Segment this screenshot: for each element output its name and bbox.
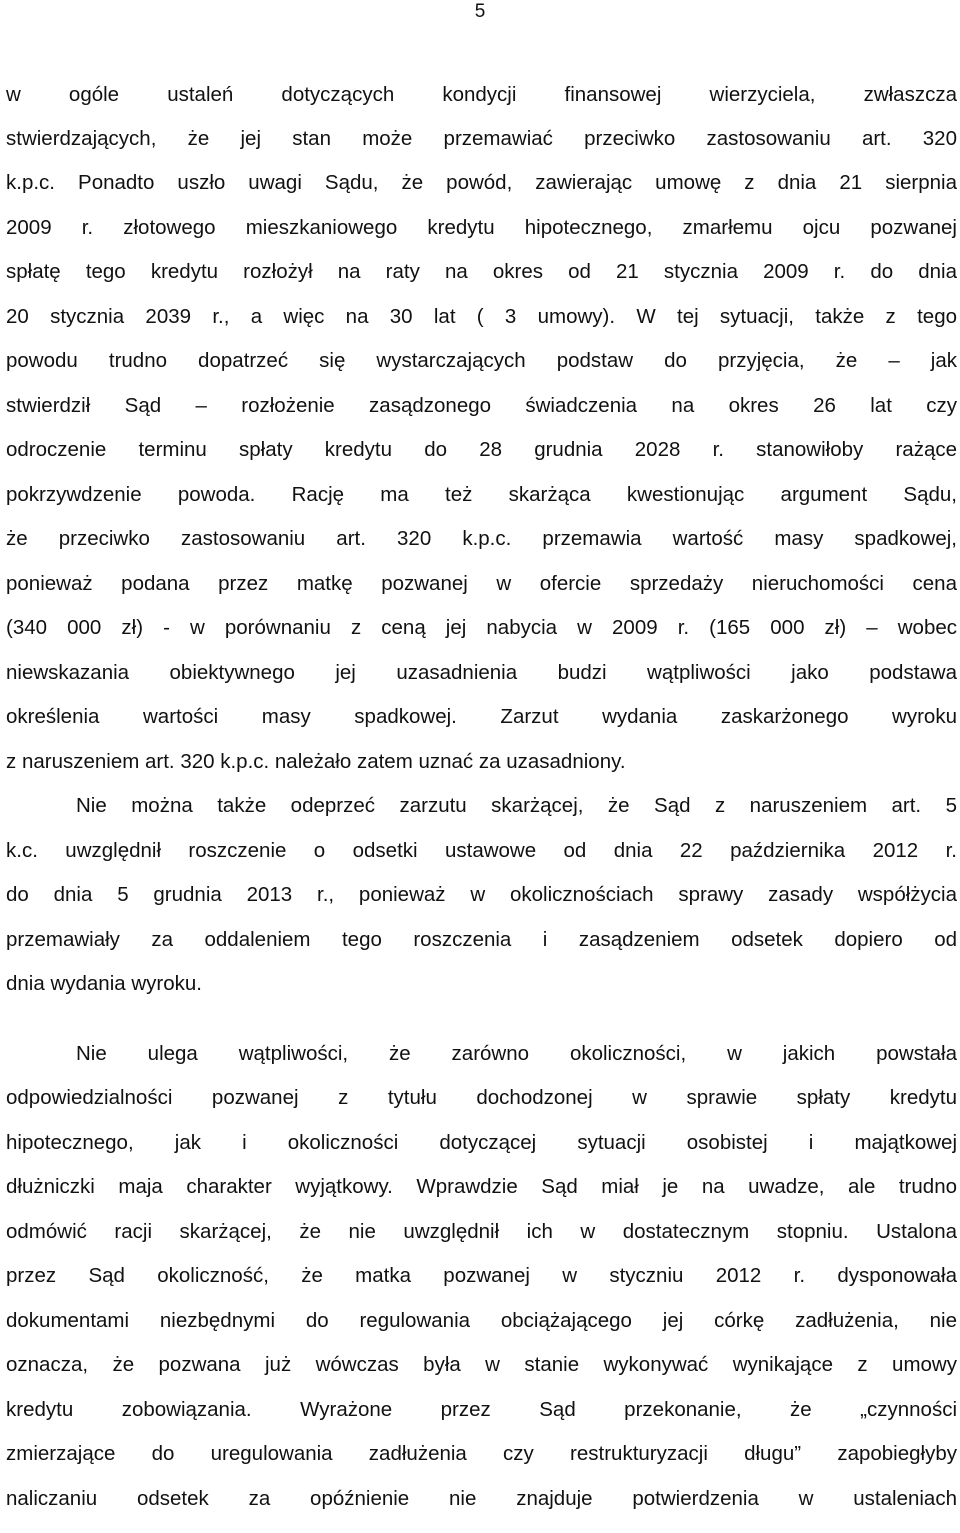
text-line: odmówić racji skarżącej, że nie uwzględnił ich w dostatecznym stopniu. Ustalona bbox=[6, 1220, 957, 1243]
text-line: dokumentami niezbędnymi do regulowania obciążającego jej córkę zadłużenia, nie bbox=[6, 1309, 957, 1332]
text-line: do dnia 5 grudnia 2013 r., ponieważ w okolicznościach sprawy zasady współżycia bbox=[6, 883, 957, 906]
text-line: stwierdzających, że jej stan może przemawiać przeciwko zastosowaniu art. 320 bbox=[6, 127, 957, 150]
text-line: że przeciwko zastosowaniu art. 320 k.p.c. przemawia wartość masy spadkowej, bbox=[6, 527, 957, 550]
text-line: powodu trudno dopatrzeć się wystarczających podstaw do przyjęcia, że – jak bbox=[6, 349, 957, 372]
text-line: naliczaniu odsetek za opóźnienie nie znajduje potwierdzenia w ustaleniach bbox=[6, 1487, 957, 1510]
text-line: ponieważ podana przez matkę pozwanej w ofercie sprzedaży nieruchomości cena bbox=[6, 572, 957, 595]
text-line: w ogóle ustaleń dotyczących kondycji finansowej wierzyciela, zwłaszcza bbox=[6, 83, 957, 106]
text-line: pokrzywdzenie powoda. Rację ma też skarżąca kwestionując argument Sądu, bbox=[6, 483, 957, 506]
page-number: 5 bbox=[474, 1, 486, 22]
text-line: przemawiały za oddaleniem tego roszczenia i zasądzeniem odsetek dopiero od bbox=[6, 928, 957, 951]
text-line: (340 000 zł) - w porównaniu z ceną jej nabycia w 2009 r. (165 000 zł) – wobec bbox=[6, 616, 957, 639]
text-line: niewskazania obiektywnego jej uzasadnienia budzi wątpliwości jako podstawa bbox=[6, 661, 957, 684]
text-line: z naruszeniem art. 320 k.p.c. należało zatem uznać za uzasadniony. bbox=[6, 750, 626, 773]
text-line: odroczenie terminu spłaty kredytu do 28 grudnia 2028 r. stanowiłoby rażące bbox=[6, 438, 957, 461]
text-line: oznacza, że pozwana już wówczas była w stanie wykonywać wynikające z umowy bbox=[6, 1353, 957, 1376]
text-line: dnia wydania wyroku. bbox=[6, 972, 202, 995]
text-line: 20 stycznia 2039 r., a więc na 30 lat ( 3 umowy). W tej sytuacji, także z tego bbox=[6, 305, 957, 328]
text-line: spłatę tego kredytu rozłożył na raty na okres od 21 stycznia 2009 r. do dnia bbox=[6, 260, 957, 283]
text-line: określenia wartości masy spadkowej. Zarzut wydania zaskarżonego wyroku bbox=[6, 705, 957, 728]
text-line: 2009 r. złotowego mieszkaniowego kredytu hipotecznego, zmarłemu ojcu pozwanej bbox=[6, 216, 957, 239]
text-line: Nie można także odeprzeć zarzutu skarżącej, że Sąd z naruszeniem art. 5 bbox=[76, 794, 957, 817]
text-line: k.c. uwzględnił roszczenie o odsetki ustawowe od dnia 22 października 2012 r. bbox=[6, 839, 957, 862]
text-line: hipotecznego, jak i okoliczności dotyczącej sytuacji osobistej i majątkowej bbox=[6, 1131, 957, 1154]
text-line: k.p.c. Ponadto uszło uwagi Sądu, że powód, zawierając umowę z dnia 21 sierpnia bbox=[6, 171, 957, 194]
text-line: odpowiedzialności pozwanej z tytułu dochodzonej w sprawie spłaty kredytu bbox=[6, 1086, 957, 1109]
text-line: kredytu zobowiązania. Wyrażone przez Sąd przekonanie, że „czynności bbox=[6, 1398, 957, 1421]
text-line: stwierdził Sąd – rozłożenie zasądzonego świadczenia na okres 26 lat czy bbox=[6, 394, 957, 417]
text-line: zmierzające do uregulowania zadłużenia czy restrukturyzacji długu” zapobiegłyby bbox=[6, 1442, 957, 1465]
text-line: Nie ulega wątpliwości, że zarówno okoliczności, w jakich powstała bbox=[76, 1042, 957, 1065]
text-line: przez Sąd okoliczność, że matka pozwanej w styczniu 2012 r. dysponowała bbox=[6, 1264, 957, 1287]
text-line: dłużniczki maja charakter wyjątkowy. Wprawdzie Sąd miał je na uwadze, ale trudno bbox=[6, 1175, 957, 1198]
